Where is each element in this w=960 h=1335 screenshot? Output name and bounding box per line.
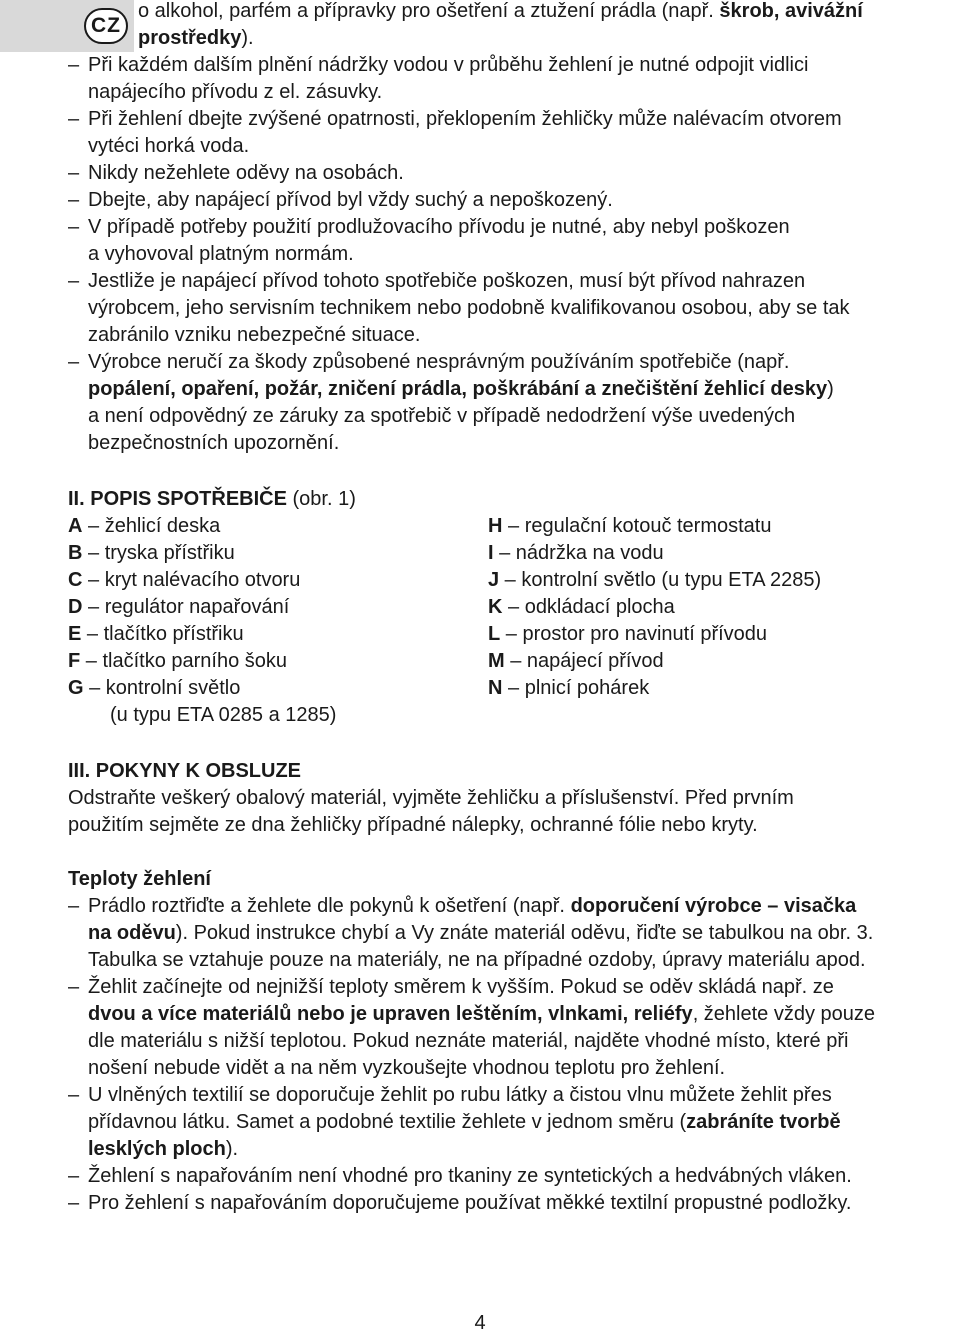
part-item: A – žehlicí deska xyxy=(68,515,221,537)
list-item: – V případě potřeby použití prodlužovacího přívodu je nutné, aby nebyl poškozen a vyhovoval platným normám. xyxy=(68,216,790,265)
list-item: – Při žehlení dbejte zvýšené opatrnosti, překlopením žehličky může nalévacím otvorem vytéci horká voda. xyxy=(68,108,842,157)
safety-list xyxy=(68,52,948,457)
parts-list-left xyxy=(68,513,336,729)
section-heading-description: II. POPIS SPOTŘEBIČE (obr. 1) xyxy=(68,488,356,510)
list-item: – Při každém dalším plnění nádržky vodou v průběhu žehlení je nutné odpojit vidlici napájecího přívodu z el. zásuvky. xyxy=(68,54,809,103)
subheading-temperatures: Teploty žehlení xyxy=(68,868,211,890)
list-item: – Nikdy nežehlete oděvy na osobách. xyxy=(68,162,404,184)
list-item: – Žehlení s napařováním není vhodné pro tkaniny ze syntetických a hedvábných vláken. xyxy=(68,1165,852,1187)
part-item: D – regulátor napařování xyxy=(68,596,290,618)
operation-intro: Odstraňte veškerý obalový materiál, vyjměte žehličku a příslušenství. Před prvním použitím sejměte ze dna žehličky případné nálepky, ochranné fólie nebo kryty. xyxy=(68,787,794,836)
part-item: L – prostor pro navinutí přívodu xyxy=(488,623,768,645)
part-item: K – odkládací plocha xyxy=(488,596,675,618)
safety-continuation xyxy=(138,0,948,52)
part-item: M – napájecí přívod xyxy=(488,650,664,672)
list-item: – U vlněných textilií se doporučuje žehlit po rubu látky a čistou vlnu můžete žehlit přes přídavnou látku. Samet a podobné textilie žehlete v jednom směru (zabráníte tvorbě lesklých ploch). xyxy=(68,1084,841,1160)
list-item: – Jestliže je napájecí přívod tohoto spotřebiče poškozen, musí být přívod nahrazen výrobcem, jeho servisním technikem nebo podobně kvalifikovanou osobou, aby se tak zabránilo vzniku nebezpečné situace. xyxy=(68,270,850,346)
part-item: N – plnicí pohárek xyxy=(488,677,650,699)
list-item: – Pro žehlení s napařováním doporučujeme používat měkké textilní propustné podložky. xyxy=(68,1192,852,1214)
part-item: G – kontrolní světlo xyxy=(68,677,241,699)
list-item: – Žehlit začínejte od nejnižší teploty směrem k vyšším. Pokud se oděv skládá např. ze dvou a více materiálů nebo je upraven leštěním, vlnkami, reliéfy, žehlete vždy pouze dle materiálu s nižší teplotou. Pokud neznáte materiál, najděte vhodné místo, které při nošení nebude vidět a na něm vyzkoušejte vhodnou teplotu pro žehlení. xyxy=(68,976,876,1079)
list-item: – Prádlo roztřiďte a žehlete dle pokynů k ošetření (např. doporučení výrobce – visačka na oděvu). Pokud instrukce chybí a Vy znáte materiál oděvu, řiďte se tabulkou na obr. 3. Tabulka se vztahuje pouze na materiály, ne na případné ozdoby, úpravy materiálu apod. xyxy=(68,895,874,971)
part-item: B – tryska přístřiku xyxy=(68,542,235,564)
language-tab xyxy=(0,0,134,52)
continuation-line-2: prostředky). xyxy=(138,27,254,49)
part-item: J – kontrolní světlo (u typu ETA 2285) xyxy=(488,569,822,591)
continuation-line-1: o alkohol, parfém a přípravky pro ošetření a ztužení prádla (např. škrob, avivážní xyxy=(138,0,863,22)
section-heading-operation: III. POKYNY K OBSLUZE xyxy=(68,760,301,782)
list-item: – Výrobce neručí za škody způsobené nesprávným používáním spotřebiče (např. popálení, opaření, požár, zničení prádla, poškrábání a znečištění žehlicí desky) a není odpovědný ze záruky za spotřebič v případě nedodržení výše uvedených bezpečnostních upozornění. xyxy=(68,351,834,454)
parts-list-right xyxy=(488,513,821,702)
language-badge: CZ xyxy=(84,8,128,44)
part-note: (u typu ETA 0285 a 1285) xyxy=(110,704,337,726)
part-item: I – nádržka na vodu xyxy=(488,542,664,564)
part-item: E – tlačítko přístřiku xyxy=(68,623,244,645)
list-item: – Dbejte, aby napájecí přívod byl vždy suchý a nepoškozený. xyxy=(68,189,613,211)
part-item: H – regulační kotouč termostatu xyxy=(488,515,772,537)
page-number: 4 xyxy=(474,1312,486,1334)
part-item: F – tlačítko parního šoku xyxy=(68,650,288,672)
temperatures-list xyxy=(68,893,948,1217)
part-item: C – kryt nalévacího otvoru xyxy=(68,569,301,591)
